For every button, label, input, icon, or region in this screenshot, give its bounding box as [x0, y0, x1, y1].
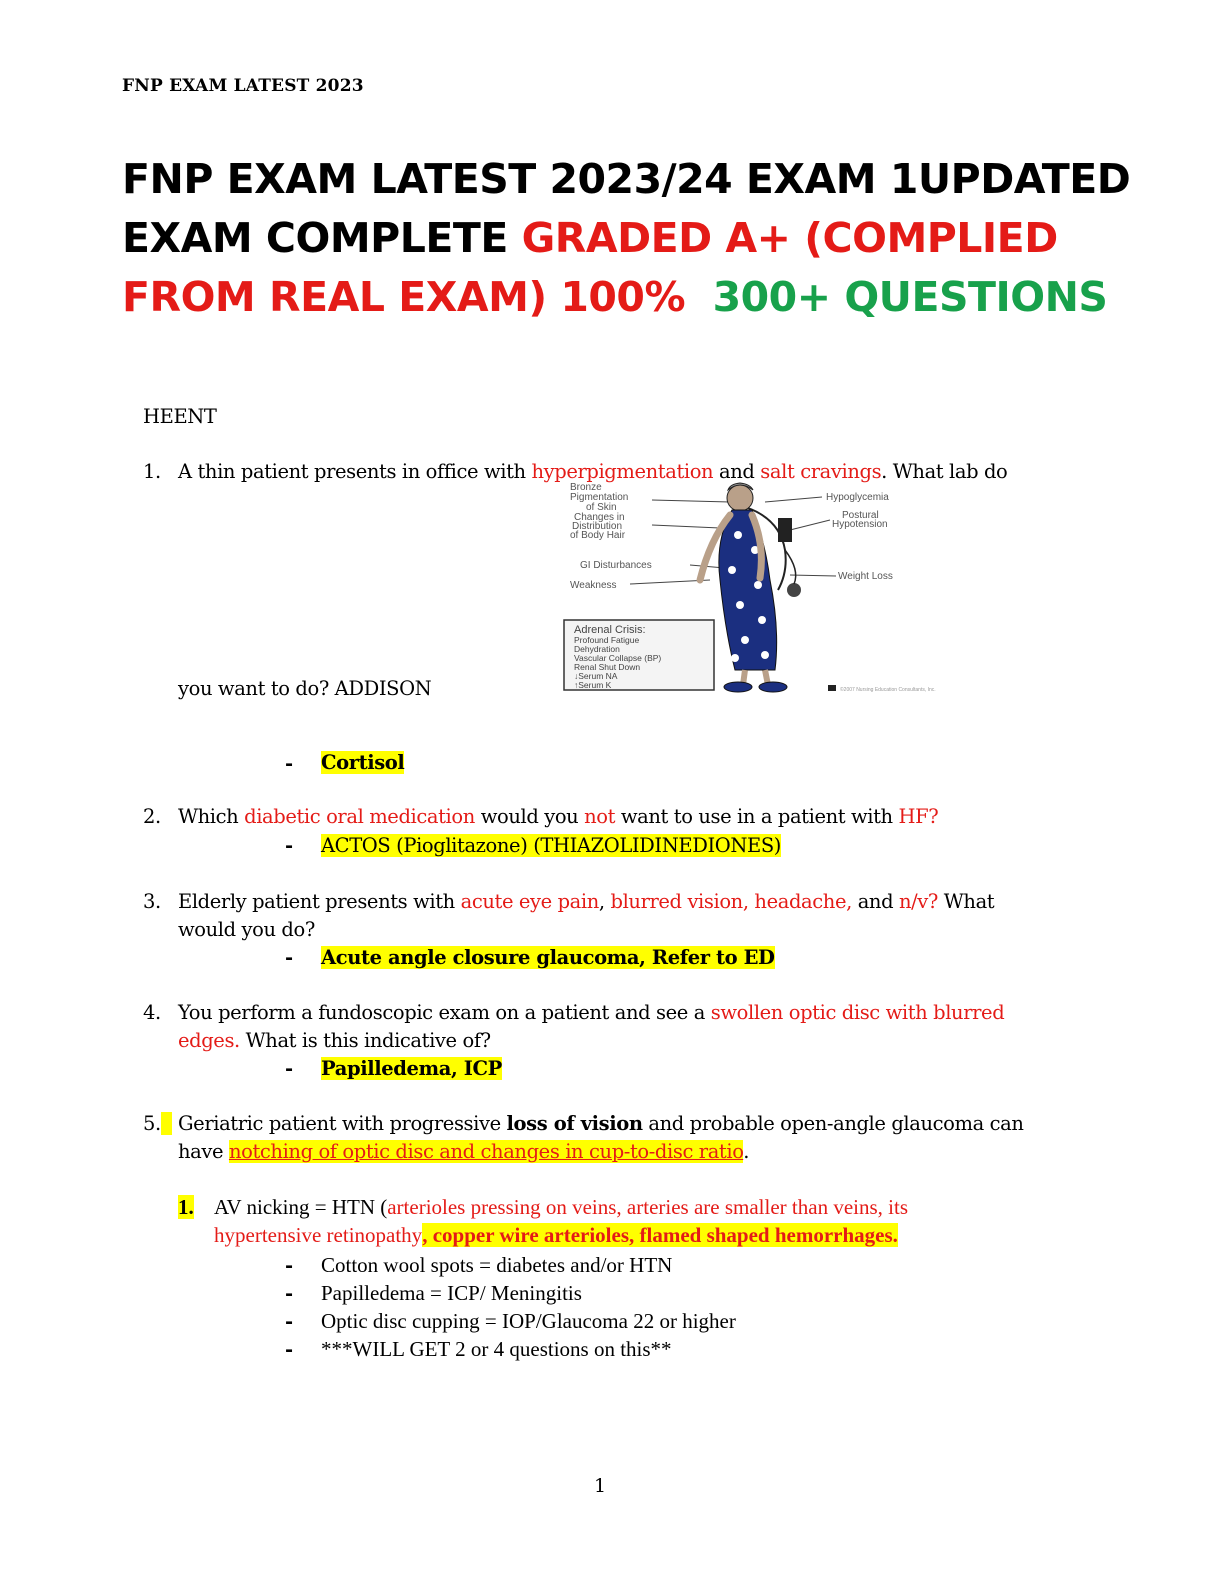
q2-text: Which: [178, 805, 245, 828]
illus-box-item: Vascular Collapse (BP): [574, 653, 662, 663]
illus-label-hair-3: of Body Hair: [570, 530, 626, 541]
bullet-dash: -: [285, 752, 293, 775]
addison-figure-svg: [560, 480, 1010, 695]
q4-keyword-swollen: swollen optic disc with blurred: [710, 1001, 1005, 1024]
q4-line2: [178, 1027, 491, 1055]
sub1-red-text: arterioles pressing on veins, arteries are smaller than veins, its: [387, 1195, 908, 1219]
q4-keyword-edges: edges.: [178, 1029, 240, 1052]
q3-text: ,: [598, 890, 611, 913]
q5-keyword-notching: notching of optic disc and changes in cup-to-disc ratio: [228, 1140, 744, 1163]
q3-keyword-blurred: blurred vision, headache,: [610, 890, 852, 913]
illus-box-item: Renal Shut Down: [574, 662, 641, 672]
section-heading: HEENT: [143, 405, 217, 428]
illus-label-pigmentation-3: of Skin: [586, 502, 617, 513]
q4-text: You perform a fundoscopic exam on a patient and see a: [178, 1001, 711, 1024]
illus-label-weakness: Weakness: [570, 580, 617, 591]
bullet-dash: -: [285, 1282, 293, 1305]
sub1-line2: [214, 1221, 898, 1249]
illus-copyright: ©2007 Nursing Education Consultants, Inc.: [840, 687, 936, 693]
q5-line1: [178, 1110, 1024, 1138]
running-header: FNP EXAM LATEST 2023: [122, 76, 364, 96]
q2-text: would you: [474, 805, 585, 828]
q3-text: What: [937, 890, 995, 913]
q5-text: and probable open-angle glaucoma can: [642, 1112, 1024, 1135]
q1-text: . What lab do: [881, 460, 1008, 483]
q1-keyword-salt: salt cravings: [760, 460, 882, 483]
illus-label-gi: GI Disturbances: [580, 560, 652, 571]
q3-text: and: [851, 890, 899, 913]
q4-answer-text: Papilledema, ICP: [321, 1057, 502, 1080]
sub1-red-text: hypertensive retinopathy: [214, 1223, 423, 1247]
q4-line1: [178, 999, 1004, 1027]
q4-answer: [321, 1055, 502, 1083]
q2-answer: [321, 832, 781, 860]
sub1-number: [178, 1193, 194, 1221]
illus-label-hair-2: Distribution: [572, 521, 623, 532]
q3-line1: [178, 888, 994, 916]
q1-keyword-hyperpigmentation: hyperpigmentation: [531, 460, 714, 483]
q5-number-highlight: [161, 1112, 173, 1135]
q3-answer: [321, 944, 775, 972]
sub1-line1: [214, 1193, 908, 1221]
q2-keyword-not: not: [584, 805, 616, 828]
document-title: [122, 150, 1182, 327]
bullet-dash: -: [285, 1310, 293, 1333]
illus-label-hypotension: Hypotension: [832, 519, 888, 530]
q3-answer-text: Acute angle closure glaucoma, Refer to ED: [321, 946, 775, 969]
illus-label-pigmentation: Bronze: [570, 482, 602, 493]
illus-box-item: ↑Serum K: [574, 680, 612, 690]
sub1-highlight-text: , copper wire arterioles, flamed shaped hemorrhages.: [422, 1223, 898, 1247]
q1-line2: you want to do? ADDISON: [178, 677, 432, 700]
q4-text: What is this indicative of?: [239, 1029, 491, 1052]
illus-label-weightloss: Weight Loss: [838, 571, 893, 582]
q1-text: and: [713, 460, 761, 483]
sub1-number-text: 1.: [178, 1195, 194, 1219]
illus-label-hair: Changes in: [574, 512, 625, 523]
bullet-dash: -: [285, 1254, 293, 1277]
q5-text: have: [178, 1140, 229, 1163]
illus-label-pigmentation-2: Pigmentation: [570, 492, 629, 503]
sub1-text: AV nicking = HTN (: [214, 1195, 388, 1219]
q1-answer: [321, 749, 404, 777]
q3-text: Elderly patient presents with: [178, 890, 461, 913]
sub1-bullet: Optic disc cupping = IOP/Glaucoma 22 or higher: [321, 1309, 736, 1333]
illus-label-postural: Postural: [842, 510, 879, 521]
q5-text: .: [743, 1140, 750, 1163]
q2-keyword-hf: HF?: [898, 805, 939, 828]
illus-label-hypoglycemia: Hypoglycemia: [826, 492, 889, 503]
title-part-green: 300+ QUESTIONS: [712, 273, 1108, 321]
illus-box-title: Adrenal Crisis:: [574, 624, 646, 636]
addison-illustration: [560, 480, 1010, 695]
title-part-black: FNP EXAM LATEST 2023/24 EXAM 1UPDATED EXAM COMPLETE: [122, 155, 1131, 262]
q2-keyword-diabetic: diabetic oral medication: [244, 805, 475, 828]
bullet-dash: -: [285, 834, 293, 857]
bullet-dash: -: [285, 946, 293, 969]
title-part-red: GRADED A+ (COMPLIED FROM REAL EXAM) 100%: [122, 214, 1058, 321]
q2-text: want to use in a patient with: [615, 805, 899, 828]
q1-number: 1.: [143, 460, 161, 483]
q3-keyword-eye-pain: acute eye pain: [460, 890, 599, 913]
bullet-dash: -: [285, 1338, 293, 1361]
page-number: 1: [594, 1475, 607, 1497]
q5-text: Geriatric patient with progressive: [178, 1112, 507, 1135]
illus-box-item: Dehydration: [574, 644, 620, 654]
q2-answer-text: ACTOS (Pioglitazone) (THIAZOLIDINEDIONES): [321, 834, 782, 857]
q5-number-text: 5.: [143, 1112, 161, 1135]
q5-keyword-loss: loss of vision: [506, 1112, 643, 1135]
q2-line1: [178, 803, 938, 831]
q4-number: 4.: [143, 1001, 161, 1024]
illus-box-item: Profound Fatigue: [574, 635, 640, 645]
sub1-bullet: Cotton wool spots = diabetes and/or HTN: [321, 1253, 673, 1277]
sub1-bullet: ***WILL GET 2 or 4 questions on this**: [321, 1337, 672, 1361]
q1-text: A thin patient presents in office with: [178, 460, 532, 483]
bullet-dash: -: [285, 1057, 293, 1080]
q5-line2: [178, 1138, 749, 1166]
q1-answer-text: Cortisol: [321, 751, 405, 774]
q5-number: [143, 1110, 172, 1138]
illus-box-item: ↓Serum NA: [574, 671, 618, 681]
q3-keyword-nv: n/v?: [898, 890, 938, 913]
sub1-bullet: Papilledema = ICP/ Meningitis: [321, 1281, 582, 1305]
q3-line2: would you do?: [178, 918, 315, 941]
q2-number: 2.: [143, 805, 161, 828]
q3-number: 3.: [143, 890, 161, 913]
